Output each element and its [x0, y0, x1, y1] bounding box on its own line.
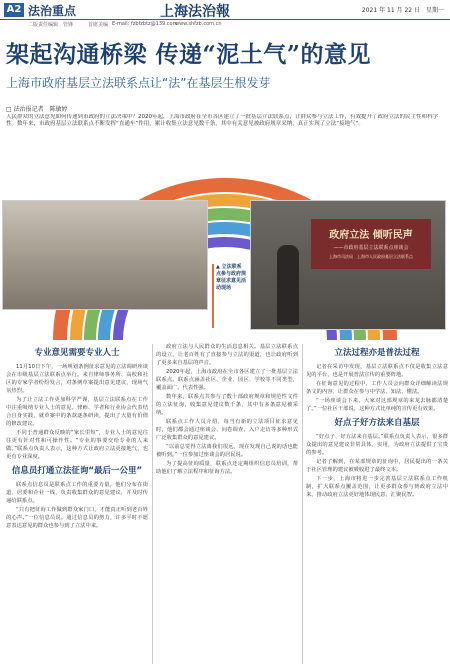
page-header: [0, 0, 450, 20]
column-1-paragraph: 不同于普通群众反映的“家长里短”，专业人士的意见往往更有针对性和可操作性。“专业的事要交给专业的人来做。”联系点负责人表示，这种方式让政府立法更接地气，也更有专业深度。: [6, 430, 148, 460]
column-1-paragraph: 联系点信息员是联系点工作的重要力量。他们分布在街道、居委和企业一线，负责收集群众的意见建议，并及时传递给联系点。: [6, 482, 148, 504]
column-3-paragraph: 下一步，上海市将进一步完善基层立法联系点工作机制，扩大联系点覆盖范围，让更多群众参与到政府立法中来，推动政府立法更好地体现民意、汇聚民智。: [306, 476, 448, 498]
column-3-paragraph: 记者在采访中发现，基层立法联系点不仅是收集立法意见的平台，也是开展普法宣传的重要阵地。: [306, 364, 448, 378]
main-headline: 架起沟通桥梁 传递“泥土气”的意见: [6, 41, 371, 68]
page-number: A2: [4, 3, 24, 17]
column-2-paragraph: 为了提高征询质量，联系点还定期组织信息员培训，帮助他们了解立法程序和征询方法。: [156, 461, 298, 475]
column-1-paragraph: 11月10日下午，一场规划条例征求意见的立法调研座谈会在市级基层立法联系点举行。来自律师事务所、高校和社区的专家学者纷纷发言，对条例草案提出意见建议，现场气氛热烈。: [6, 364, 148, 394]
sub-headline: 上海市政府基层立法联系点让“法”在基层生根发芽: [6, 76, 271, 90]
speaker-figure: [277, 245, 299, 325]
article-column-3: [306, 343, 448, 500]
column-2-paragraph: “以前总觉得立法离我们很远，现在发现自己说的话也能被听到。”一位参加过座谈会的居民说。: [156, 444, 298, 458]
column-3-heading: 立法过程亦是普法过程: [334, 348, 420, 358]
website-url: www.shfzb.com.cn: [175, 21, 222, 27]
article-intro: 人民群众的立法意见如何传递到市政府的立法决策中？2020年起，上海市政府在全市各区建立了一批基层立法联系点，让群众参与立法工作，有效提升了政府立法的民主性和科学性。数年来，市政府基层立法联系点不断发挥“直通车”作用，累计收集立法意见数千条，其中有关意见被政府规章采纳，真正实现了立法“接地气”。: [6, 114, 439, 127]
column-2-paragraph: 政府立法与人民群众的生活息息相关。基层立法联系点的设立，让老百姓有了直接参与立法的渠道，也让政府听到了更多来自基层的声音。: [156, 344, 298, 366]
header-subline: [0, 20, 450, 29]
section-title: 法治重点: [28, 4, 77, 18]
column-3-paragraph: 在征询意见的过程中，工作人员会向群众详细解读法规条文的内容，让群众在参与中学法、知法、懂法。: [306, 381, 448, 395]
event-banner: 政府立法 倾听民声 ——市政府基层立法联系点座谈会 上海市司法局 上海市人民政府基层立法联系点: [311, 219, 431, 269]
photo-caption: ▲ 立法联系点参与政府规章征求意见活动现场: [212, 264, 246, 328]
column-1-heading: 专业意见需要专业人士: [34, 348, 120, 358]
column-3-paragraph: “一场座谈会下来，大家对这部规章的来龙去脉都清楚了。”一位社区干部说，这种方式比单纯的宣传更有效果。: [306, 398, 448, 412]
designer-line: 首席美编: [88, 22, 109, 28]
column-3-subheading: 好点子好方法来自基层: [334, 418, 420, 428]
column-2-paragraph: 2020年起，上海市政府在全市各区建立了一批基层立法联系点。联系点涵盖社区、企业、园区、学校等不同类型，覆盖面广、代表性强。: [156, 369, 298, 391]
byline: □ 法治报记者 陈敏婷: [6, 106, 68, 113]
issue-date: 2021 年 11 月 22 日 星期一: [361, 7, 444, 14]
newspaper-masthead: 上海法治報: [160, 4, 230, 20]
column-divider: [152, 344, 153, 664]
forum-speaker-photo: [250, 200, 446, 330]
column-divider: [302, 344, 303, 664]
article-column-1: [6, 343, 148, 531]
column-1-paragraph: 为了让立法工作更加科学严谨，基层立法联系点在工作中注重吸纳专业人士的意见。律师、学者和行业协会代表结合自身实践，就草案中的条款逐条研读，提出了大量有价值的修改建议。: [6, 397, 148, 427]
meeting-room-photo: [2, 200, 208, 310]
column-2-paragraph: 联系点工作人员介绍，每当有新的立法项目征求意见时，他们都会通过座谈会、问卷调查、入户走访等多种形式广泛收集群众的意见建议。: [156, 419, 298, 441]
article-column-2: [156, 343, 298, 477]
column-1-subheading: 信息员打通立法征询“最后一公里”: [11, 466, 143, 476]
column-2-paragraph: 数年来，联系点共参与了数十部政府规章和规范性文件的立法征询，收集意见建议数千条，其中有多条意见被采纳。: [156, 394, 298, 416]
column-3-paragraph: 记者了解到，在某部规章的征询中，居民提出的一条关于社区管理的建议被吸收进了最终文本。: [306, 459, 448, 473]
email-line: E-mail: fzbfzbtz@139.com: [112, 21, 178, 27]
column-3-paragraph: “好点子、好方法来自基层。”联系点负责人表示，很多群众提出的意见建议非常具体、实用，为政府立法提供了宝贵的参考。: [306, 434, 448, 456]
column-1-paragraph: “只有把征询工作做到群众家门口，才能真正听到老百姓的心声。”一位信息员说。通过信息员的努力，许多平时不愿意表达意见的群众也参与到了立法中来。: [6, 507, 148, 529]
editor-line: 二版责任编辑 管锋: [28, 22, 74, 28]
